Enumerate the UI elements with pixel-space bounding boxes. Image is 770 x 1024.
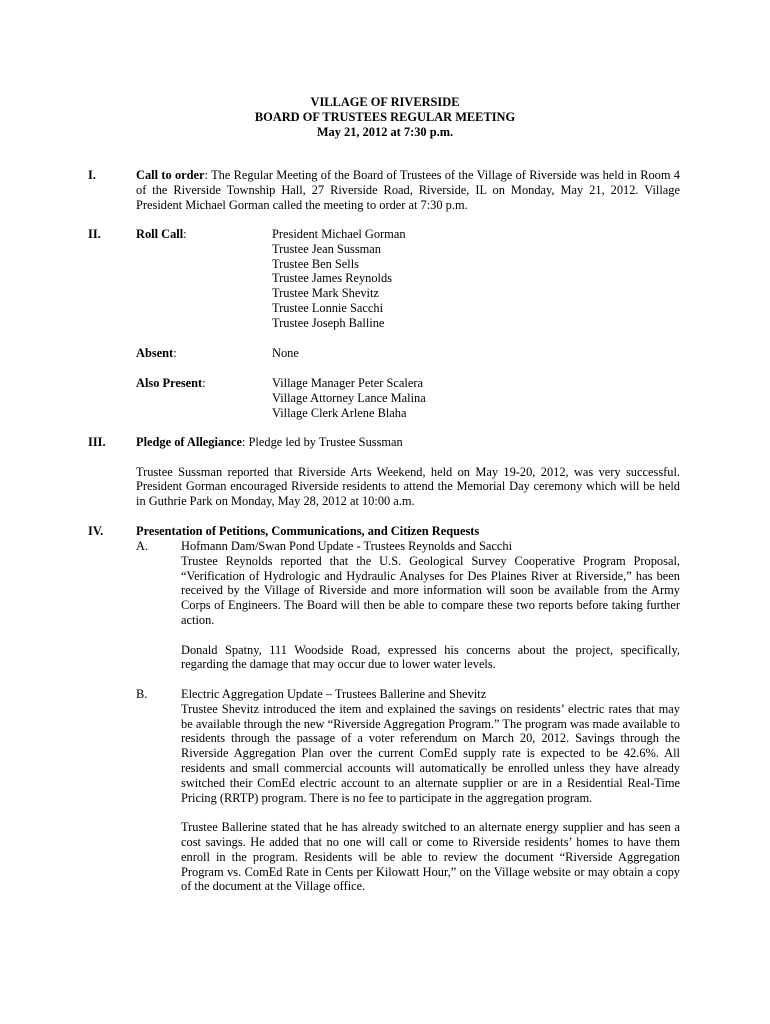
call-to-order-text: : The Regular Meeting of the Board of Trustees of the Village of Riverside was held in Room 4 of the Riverside Township Hall, 27 Riverside Road, Riverside, IL on Monday, May 21, 2012. Village President Michael Gorman called the meeting to order at 7:30 p.m.: [136, 168, 680, 212]
pledge-text: : Pledge led by Trustee Sussman: [242, 435, 403, 449]
subsection-body: [181, 539, 680, 672]
absent-list: [272, 346, 672, 361]
spacer: [181, 805, 680, 820]
also-present-label: [136, 376, 206, 391]
section-body: [136, 524, 680, 539]
spacer: [136, 450, 680, 465]
subsection-a-paragraph-1: Trustee Reynolds reported that the U.S. Geological Survey Cooperative Program Proposal, “Verification of Hydrologic and Hydraulic Analyses for Des Plaines River at Riverside,” has been received by the Village of Riverside and more information will soon be available from the Army Corps of Engineers. The Board will then be able to compare these two reports before taking further action.: [181, 553, 680, 627]
absent-value: None: [272, 346, 299, 360]
absent-label: [136, 346, 177, 361]
subsection-a-title: Hofmann Dam/Swan Pond Update - Trustees Reynolds and Sacchi: [181, 539, 513, 553]
absent-label-text: Absent: [136, 346, 174, 360]
subsection-b-paragraph-1: Trustee Shevitz introduced the item and explained the savings on residents’ electric rates that may be available through the new “Riverside Aggregation Program.” The program was made available to residents through the passage of a voter referendum on March 20, 2012. Savings through the Riverside Aggregation Plan over the current ComEd supply rate is expected to be 42.6%. All residents and small commercial accounts will automatically be enrolled unless they have already switched their ComEd electric account to an alternate supplier or are in a Residential Real-Time Pricing (RRTP) program. There is no fee to participate in the aggregation program.: [181, 701, 680, 805]
roll-call-item: Trustee Lonnie Sacchi: [272, 300, 384, 315]
header-village: VILLAGE OF RIVERSIDE: [310, 95, 460, 109]
subsection-body: [181, 687, 680, 894]
roll-call-item: President Michael Gorman: [272, 227, 406, 241]
section-number: I.: [88, 168, 96, 182]
document-header: [0, 95, 770, 140]
roll-call-item: Trustee Mark Shevitz: [272, 286, 379, 301]
roll-call-colon: :: [183, 227, 187, 241]
presentation-title: Presentation of Petitions, Communications, and Citizen Requests: [136, 524, 480, 538]
section-body: [136, 435, 680, 509]
roll-call-item: Trustee James Reynolds: [272, 271, 393, 286]
also-present-item: Village Attorney Lance Malina: [272, 390, 426, 405]
roll-call-item: Trustee Jean Sussman: [272, 241, 381, 256]
roll-call-label: [136, 227, 187, 242]
subsection-b-paragraph-2: Trustee Ballerine stated that he has already switched to an alternate energy supplier and has seen a cost savings. He added that no one will call or come to Riverside residents’ homes to have them enroll in the program. Residents will be able to review the document “Riverside Aggregation Program vs. ComEd Rate in Cents per Kilowatt Hour,” on the Village website or may obtain a copy of the document at the Village office.: [181, 820, 680, 894]
section-number: III.: [88, 435, 106, 449]
subsection-letter: B.: [136, 687, 148, 701]
also-present-label-text: Also Present: [136, 376, 203, 390]
header-board: BOARD OF TRUSTEES REGULAR MEETING: [254, 110, 516, 124]
call-to-order-label: Call to order: [136, 168, 205, 182]
spacer: [181, 628, 680, 643]
section-number: II.: [88, 227, 101, 241]
section-body: [136, 168, 680, 212]
header-date: May 21, 2012 at 7:30 p.m.: [316, 125, 454, 139]
pledge-label: Pledge of Allegiance: [136, 435, 242, 449]
also-present-colon: :: [202, 376, 206, 390]
absent-colon: :: [173, 346, 177, 360]
roll-call-item: Trustee Ben Sells: [272, 256, 359, 271]
also-present-item: Village Clerk Arlene Blaha: [272, 405, 407, 420]
roll-call-list: [272, 227, 672, 331]
subsection-a-paragraph-2: Donald Spatny, 111 Woodside Road, expressed his concerns about the project, specifically, regarding the damage that may occur due to lower water levels.: [181, 642, 680, 672]
section-number: IV.: [88, 524, 104, 538]
subsection-letter: A.: [136, 539, 149, 553]
pledge-paragraph: Trustee Sussman reported that Riverside Arts Weekend, held on May 19-20, 2012, was very successful. President Gorman encouraged Riverside residents to attend the Memorial Day ceremony which will be held in Guthrie Park on Monday, May 28, 2012 at 10:00 a.m.: [136, 464, 680, 509]
roll-call-item: Trustee Joseph Balline: [272, 315, 385, 330]
call-to-order-paragraph: [136, 168, 680, 212]
roll-call-label-text: Roll Call: [136, 227, 184, 241]
also-present-item: Village Manager Peter Scalera: [272, 376, 423, 390]
pledge-line: [136, 435, 680, 450]
also-present-list: [272, 376, 672, 420]
subsection-b-title: Electric Aggregation Update – Trustees Ballerine and Shevitz: [181, 687, 487, 701]
